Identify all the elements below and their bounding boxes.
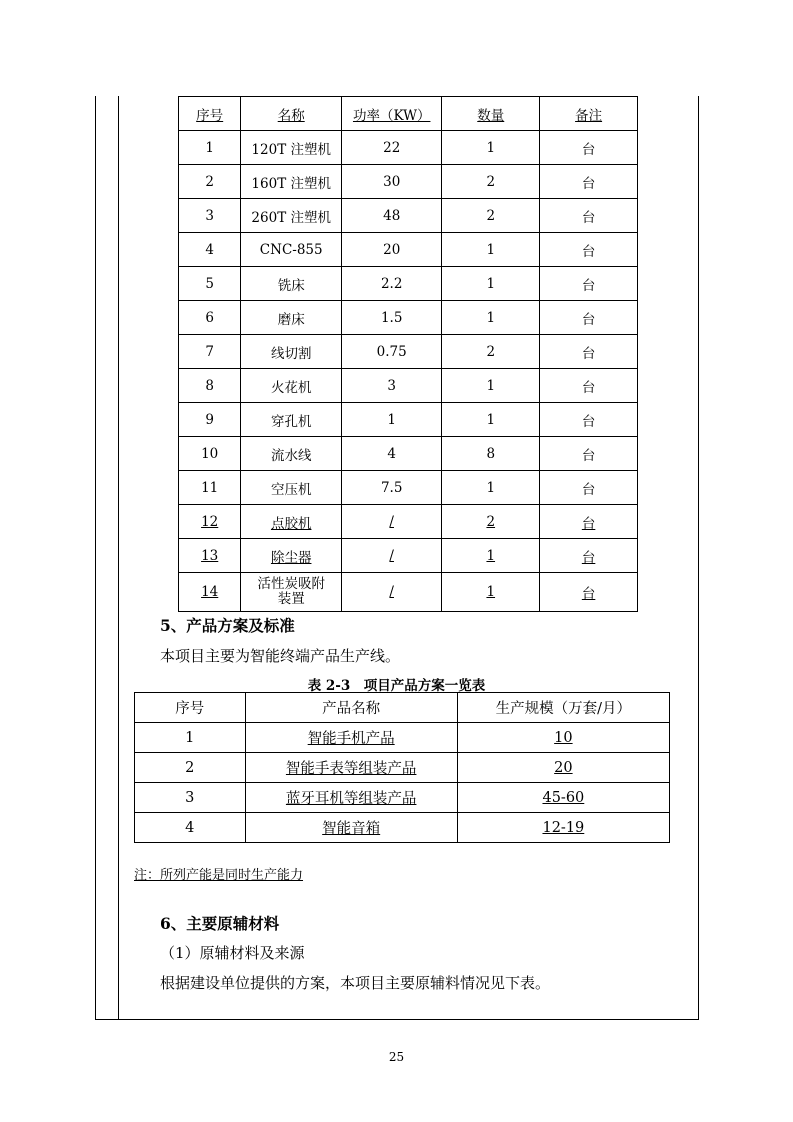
table-row (179, 131, 638, 165)
table-row (179, 437, 638, 471)
cell-remark: 台 (540, 199, 638, 233)
col-header-name: 名称 (241, 97, 342, 131)
cell-power: 7.5 (342, 471, 442, 505)
cell-power: / (342, 573, 442, 612)
cell-index: 7 (179, 335, 241, 369)
cell-quantity: 2 (442, 199, 540, 233)
cell-power: 48 (342, 199, 442, 233)
cell-remark: 台 (540, 369, 638, 403)
cell-product-name: 智能手表等组装产品 (245, 753, 457, 783)
col-header-capacity: 生产规模（万套/月） (457, 693, 669, 723)
cell-remark: 台 (540, 573, 638, 612)
cell-remark: 台 (540, 301, 638, 335)
table-row (135, 813, 670, 843)
cell-power: 2.2 (342, 267, 442, 301)
table-row (179, 539, 638, 573)
table-row (179, 267, 638, 301)
equipment-table (178, 96, 638, 612)
cell-capacity: 20 (457, 753, 669, 783)
cell-remark: 台 (540, 131, 638, 165)
frame-inner-line (118, 96, 119, 1020)
table-row (179, 403, 638, 437)
cell-remark: 台 (540, 505, 638, 539)
cell-index: 14 (179, 573, 241, 612)
cell-product-name: 蓝牙耳机等组装产品 (245, 783, 457, 813)
cell-index: 13 (179, 539, 241, 573)
cell-name: CNC-855 (241, 233, 342, 267)
section5-paragraph: 本项目主要为智能终端产品生产线。 (160, 647, 401, 665)
cell-power: 30 (342, 165, 442, 199)
cell-quantity: 1 (442, 301, 540, 335)
table-note: 注：所列产能是同时生产能力 (134, 868, 304, 883)
cell-quantity: 1 (442, 267, 540, 301)
cell-name: 磨床 (241, 301, 342, 335)
cell-power: 20 (342, 233, 442, 267)
cell-name: 120T 注塑机 (241, 131, 342, 165)
cell-quantity: 1 (442, 573, 540, 612)
cell-index: 8 (179, 369, 241, 403)
table-row (179, 199, 638, 233)
table-row (135, 723, 670, 753)
cell-index: 11 (179, 471, 241, 505)
page-number: 25 (388, 1050, 405, 1064)
col-header-remark: 备注 (540, 97, 638, 131)
cell-index: 4 (135, 813, 246, 843)
cell-power: 3 (342, 369, 442, 403)
cell-quantity: 2 (442, 165, 540, 199)
cell-remark: 台 (540, 403, 638, 437)
cell-index: 10 (179, 437, 241, 471)
cell-power: 1 (342, 403, 442, 437)
cell-quantity: 1 (442, 539, 540, 573)
cell-name: 铣床 (241, 267, 342, 301)
table-row (135, 753, 670, 783)
table-header-row (135, 693, 670, 723)
cell-remark: 台 (540, 539, 638, 573)
table-row (179, 505, 638, 539)
cell-name-text: 活性炭吸附装置 (257, 576, 325, 607)
cell-index: 12 (179, 505, 241, 539)
table-row (179, 165, 638, 199)
cell-power: 0.75 (342, 335, 442, 369)
cell-remark: 台 (540, 165, 638, 199)
cell-power: / (342, 539, 442, 573)
col-header-quantity: 数量 (442, 97, 540, 131)
table-caption: 表 2-3 项目产品方案一览表 (307, 678, 486, 694)
cell-index: 1 (135, 723, 246, 753)
section6-subheading: （1）原辅材料及来源 (160, 944, 305, 962)
table-row (179, 369, 638, 403)
cell-product-name: 智能手机产品 (245, 723, 457, 753)
cell-power: 1.5 (342, 301, 442, 335)
col-header-power: 功率（KW） (342, 97, 442, 131)
cell-name: 160T 注塑机 (241, 165, 342, 199)
table-row (179, 301, 638, 335)
cell-name: 穿孔机 (241, 403, 342, 437)
cell-quantity: 1 (442, 471, 540, 505)
cell-index: 5 (179, 267, 241, 301)
cell-capacity: 10 (457, 723, 669, 753)
cell-index: 3 (135, 783, 246, 813)
cell-index: 2 (179, 165, 241, 199)
cell-capacity: 12-19 (457, 813, 669, 843)
cell-product-name: 智能音箱 (245, 813, 457, 843)
cell-quantity: 1 (442, 233, 540, 267)
section5-heading: 5、产品方案及标准 (160, 616, 295, 635)
cell-name: 线切割 (241, 335, 342, 369)
cell-index: 4 (179, 233, 241, 267)
cell-name: 260T 注塑机 (241, 199, 342, 233)
table-row (179, 233, 638, 267)
cell-quantity: 1 (442, 131, 540, 165)
cell-name: 流水线 (241, 437, 342, 471)
table-row (135, 783, 670, 813)
table-row (179, 573, 638, 612)
cell-index: 3 (179, 199, 241, 233)
col-header-index: 序号 (179, 97, 241, 131)
cell-remark: 台 (540, 471, 638, 505)
cell-index: 2 (135, 753, 246, 783)
cell-index: 9 (179, 403, 241, 437)
product-table (134, 692, 670, 843)
cell-power: 22 (342, 131, 442, 165)
cell-index: 1 (179, 131, 241, 165)
cell-name: 点胶机 (241, 505, 342, 539)
cell-quantity: 1 (442, 369, 540, 403)
cell-name: 空压机 (241, 471, 342, 505)
cell-remark: 台 (540, 233, 638, 267)
section6-paragraph: 根据建设单位提供的方案，本项目主要原辅料情况见下表。 (160, 974, 551, 992)
table-row (179, 471, 638, 505)
section6-heading: 6、主要原辅材料 (160, 914, 280, 933)
col-header-index: 序号 (135, 693, 246, 723)
cell-remark: 台 (540, 267, 638, 301)
cell-remark: 台 (540, 437, 638, 471)
cell-name (241, 573, 342, 612)
table-header-row (179, 97, 638, 131)
cell-capacity: 45-60 (457, 783, 669, 813)
cell-index: 6 (179, 301, 241, 335)
cell-power: / (342, 505, 442, 539)
col-header-product-name: 产品名称 (245, 693, 457, 723)
cell-power: 4 (342, 437, 442, 471)
cell-name: 除尘器 (241, 539, 342, 573)
cell-remark: 台 (540, 335, 638, 369)
cell-quantity: 8 (442, 437, 540, 471)
cell-quantity: 1 (442, 403, 540, 437)
cell-quantity: 2 (442, 335, 540, 369)
cell-quantity: 2 (442, 505, 540, 539)
table-row (179, 335, 638, 369)
cell-name: 火花机 (241, 369, 342, 403)
